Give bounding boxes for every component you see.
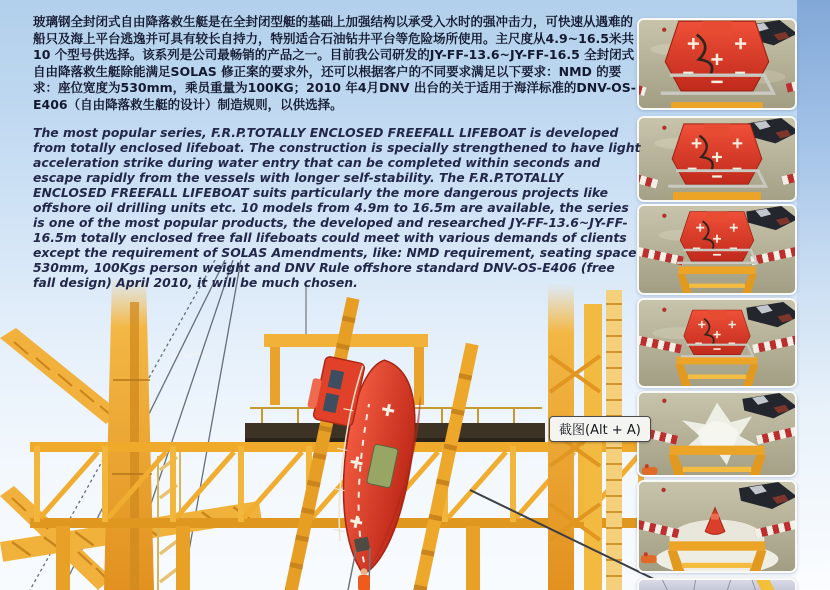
photo-drop-3: [637, 204, 797, 295]
photo-drop-4: [637, 298, 797, 388]
photo-drop-5: [637, 391, 797, 477]
screenshot-tooltip[interactable]: 截图(Alt + A): [549, 416, 651, 442]
photo-drop-1: [637, 18, 797, 110]
photo-drop-2: [637, 116, 797, 202]
intro-paragraph-zh: 玻璃钢全封闭式自由降落救生艇是在全封闭型艇的基础上加强结构以承受入水时的强冲击力，可快速从遇难的船只及海上平台逃逸并可具有较长自持力，特别适合石油钻井平台等危险场所使用。主尺度从4.9~16.5米共10 个型号供选择。该系列是公司最畅销的产品之一。目前我公司研发的JY-FF-13.6~JY-FF-16.5 全封闭式自由降落救生艇除能满足SOLAS 修正案的要求外，还可以根据客户的不同要求满足以下要求：NMD 的要求：座位宽度为530mm，乘员重量为100KG；2010 年4月DNV 出台的关于适用于海洋标准的DNV-OS-E406（自由降落救生艇的设计）制造规则，以供选择。: [33, 14, 636, 112]
right-edge-gradient: [797, 0, 830, 590]
photo-drop-7: [637, 578, 797, 590]
photo-drop-6: [637, 480, 797, 573]
intro-paragraph-en: The most popular series, F.R.P.TOTALLY ENCLOSED FREEFALL LIFEBOAT is developed from totally enclosed lifeboat. The construction is specially strengthened to have light acceleration strike during water entry that can be completed within seconds and escape rapidly from the vessels with longer self-stability. The F.R.P.TOTALLY ENCLOSED FREEFALL LIFEBOAT suits particularly the more dangerous projects like offshore oil drilling units etc. 10 models from 4.9m to 16.5m are available, the series is one of the most popular products, the developed and researched JY-FF-13.6~JY-FF-16.5m totally enclosed free fall lifeboats could meet with various demands of clients except the requirement of SOLAS Amendments, like: NMD requirement, seating space 530mm, 100Kgs person weight and DNV Rule offshore standard DNV-OS-E406 (free fall design) April 2010, it will be much chosen.: [33, 125, 641, 290]
